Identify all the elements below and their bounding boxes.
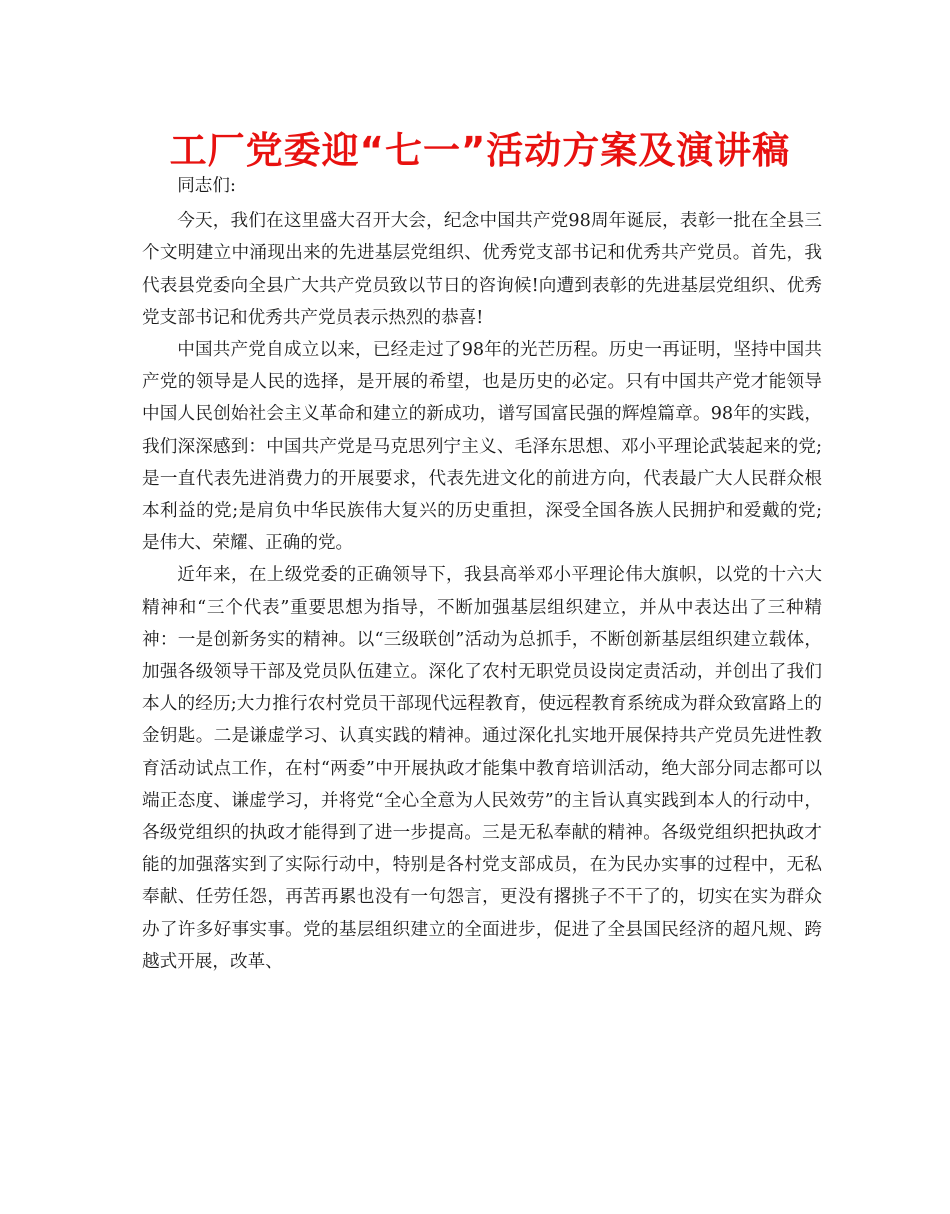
- paragraph-1: 今天，我们在这里盛大召开大会，纪念中国共产党98周年诞辰，表彰一批在全县三个文明建立中涌现出来的先进基层党组织、优秀党支部书记和优秀共产党员。首先，我代表县党委向全县广大共产党员致以节日的咨询候!向遭到表彰的先进基层党组织、优秀党支部书记和优秀共产党员表示热烈的恭喜!: [142, 211, 822, 328]
- document-title: 工厂党委迎“七一”活动方案及演讲稿: [169, 129, 791, 172]
- salutation: 同志们:: [177, 176, 236, 196]
- paragraph-2: 中国共产党自成立以来，已经走过了98年的光芒历程。历史一再证明，坚持中国共产党的领导是人民的选择，是开展的希望，也是历史的必定。只有中国共产党才能领导中国人民创始社会主义革命和建立的新成功，谱写国富民强的辉煌篇章。98年的实践，我们深深感到：中国共产党是马克思列宁主义、毛泽东思想、邓小平理论武装起来的党;是一直代表先进消费力的开展要求，代表先进文化的前进方向，代表最广大人民群众根本利益的党;是肩负中华民族伟大复兴的历史重担，深受全国各族人民拥护和爱戴的党;是伟大、荣耀、正确的党。: [142, 340, 822, 554]
- document-body: [142, 170, 822, 978]
- paragraph-3: 近年来，在上级党委的正确领导下，我县高举邓小平理论伟大旗帜，以党的十六大精神和“三个代表”重要思想为指导，不断加强基层组织建立，并从中表达出了三种精神：一是创新务实的精神。以“三级联创”活动为总抓手，不断创新基层组织建立载体，加强各级领导干部及党员队伍建立。深化了农村无职党员设岗定责活动，并创出了我们本人的经历;大力推行农村党员干部现代远程教育，使远程教育系统成为群众致富路上的金钥匙。二是谦虚学习、认真实践的精神。通过深化扎实地开展保持共产党员先进性教育活动试点工作，在村“两委”中开展执政才能集中教育培训活动，绝大部分同志都可以端正态度、谦虚学习，并将党“全心全意为人民效劳”的主旨认真实践到本人的行动中，各级党组织的执政才能得到了进一步提高。三是无私奉献的精神。各级党组织把执政才能的加强落实到了实际行动中，特别是各村党支部成员，在为民办实事的过程中，无私奉献、任劳任怨，再苦再累也没有一句怨言，更没有撂挑子不干了的，切实在实为群众办了许多好事实事。党的基层组织建立的全面进步，促进了全县国民经济的超凡规、跨越式开展，改革、: [142, 565, 822, 972]
